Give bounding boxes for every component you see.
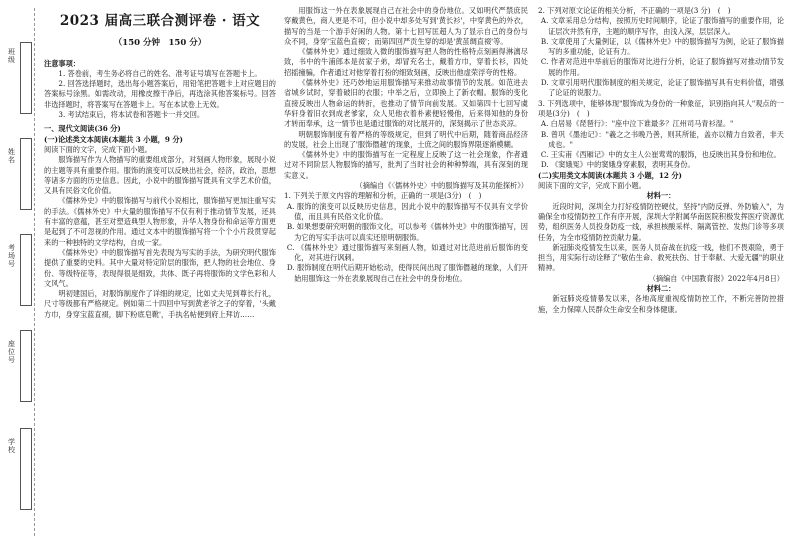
material-heading: 材料一：: [646, 191, 676, 201]
note-item: 1. 答卷前，考生务必将自己的姓名、准考证号填写在答题卡上。: [58, 68, 262, 78]
section-heading: 一、现代文阅读(36 分): [44, 124, 121, 134]
passage-source: （摘编自《〈儒林外史〉中的服饰描写及其功能探析》）: [355, 181, 528, 191]
passage-paragraph: 明朝服饰制度有着严格的等级规定，但到了明代中后期，随着商品经济的发展，社会上出现了'服饰僭越'的现象，士庶之间的服饰界限逐渐模糊。: [284, 129, 528, 149]
binding-label-school: 学校: [8, 438, 15, 454]
passage-paragraph: 《儒林外史》中的服饰描写与前代小说相比，服饰描写更加注重写实的手法。《儒林外史》中大量的服饰描写不仅有利于推动情节发展，还具有丰富的意蕴，甚至对塑造典型人物形象，升华人物身份和命运等方面更是起到了不可忽视的作用。通过文本中的服饰描写将一个个小片段贯穿起来的一种独特的文学结构，自成一家。: [44, 196, 276, 247]
passage-paragraph: 用服饰这一外在表象展现自己在社会中的身份地位。又如明代严禁庶民穿戴黄色，商人更是不可，但小说中却多处写到'黄长衫'，中穿黄色的外衣，描写的当是一个游手好闲的人物。第十七回写匡超人为了显示自己的身份与众不同，身穿'宝蓝色直裰'；而第四回严贡生穿的却是'黄茧绸直裰'等。: [284, 6, 528, 46]
passage-paragraph: 《儒林外史》通过细致入微的服饰描写把人物的性格特点刻画得淋漓尽致，书中的牛浦郎本是贫家子弟，却冒充名士，戴着方巾，穿着长衫，四处招摇撞骗，作者通过对他穿着打扮的细致刻画，反映出他虚荣浮夸的性格。: [284, 47, 528, 77]
passage-paragraph: 《儒林外史》中的服饰描写在一定程度上反映了这一社会现象，作者通过对不同阶层人物服饰的描写，批判了当时社会的种种弊端，具有深刻的现实意义。: [284, 150, 528, 180]
material-paragraph: 新冠肺炎疫情发生以来，医务人员奋战在抗疫一线，他们不畏艰险，勇于担当，用实际行动诠释了"敬佑生命、救死扶伤、甘于奉献、大爱无疆"的职业精神。: [538, 242, 784, 273]
material-paragraph: 新冠肺炎疫情暴发以来，各地高度重视疫情防控工作，不断完善防控措施，全力保障人民群众生命安全和身体健康。: [538, 294, 784, 314]
question-option: D. 《窦娥冤》中的窦娥身穿素服，表明其身份。: [540, 160, 695, 170]
material-heading: 材料二：: [646, 284, 676, 294]
subsection-heading: (二)实用类文本阅读(本题共 3 小题，12 分): [538, 170, 682, 180]
note-item: 3. 考试结束后，将本试卷和答题卡一并交回。: [58, 110, 205, 120]
question-option: C. 作者对范进中举前后的服饰对比进行分析，论证了服饰描写对推动情节发展的作用。: [540, 57, 784, 77]
question-option: B. 文章使用了大量例证，以《儒林外史》中的服饰描写为例，论证了服饰描写的多重功能，论证有力。: [540, 36, 784, 57]
question-1: 1. 下列关于原文内容的理解和分析，正确的一项是(3分) ( ): [284, 191, 482, 201]
binding-box: [20, 330, 32, 402]
binding-label-class: 班级: [8, 48, 15, 64]
binding-box: [20, 138, 32, 210]
binding-box: [20, 234, 32, 306]
question-option: D. 文章引用明代服饰制度的相关规定，论证了服饰描写具有史料价值，增强了论证的说服力。: [540, 78, 784, 98]
notes-heading: 注意事项：: [44, 58, 80, 68]
binding-box: [20, 42, 32, 114]
column-2: [284, 6, 528, 284]
instruction: 阅读下面的文字，完成下面小题。: [538, 181, 646, 191]
binding-margin: [6, 8, 35, 536]
binding-label-seat: 座位号: [8, 340, 15, 364]
subsection-heading: (一)论述类文本阅读(本题共 3 小题，9 分): [44, 134, 183, 144]
passage-paragraph: 《儒林外史》中的服饰描写首先表现为写实的手法，为研究明代服饰提供了重要的史料。其中大量对特定阶层的服饰，把人物的社会地位、身份、等级特征等，表现得很是细致，共体、既子再将服饰的文学色彩和人文风气。: [44, 247, 276, 288]
passage-paragraph: 《儒林外史》还巧妙地运用服饰描写来推动故事情节的发展。如范进去省城乡试时，穿着破旧的衣服；中举之后，立即换上了新衣帽。服饰的变化直接反映出人物命运的转折，也推动了情节向前发展。又如第四十七回写虞华轩身着旧衣到成老爹家，众人见他衣着朴素便轻慢他，后来得知他的身份才转而奉承，这一情节也是通过服饰的对比展开的，深刻揭示了世态炎凉。: [284, 78, 528, 129]
material-source: （摘编自《中国教育报》2022年4月8日）: [648, 273, 784, 283]
note-item: 2. 回答选择题时，选出每小题答案后，用铅笔把答题卡上对应题目的答案标号涂黑。如需改动，用橡皮擦干净后，再选涂其他答案标号。回答非选择题时，将答案写在答题卡上。写在本试卷上无效。: [44, 79, 276, 109]
exam-time: （150 分钟 150 分）: [113, 38, 207, 49]
question-2: 2. 下列对原文论证的相关分析，不正确的一项是(3 分) ( ): [538, 6, 731, 15]
instruction: 阅读下面的文字，完成下面小题。: [44, 144, 152, 154]
question-option: A. 文章采用总分结构，按照历史时间顺序，论证了服饰描写的重要作用，论证层次井然有序，主题的顺序写作，由浅入深，层层深入。: [540, 16, 784, 36]
question-3: 3. 下列选项中，能够体现"服饰成为身份的一种象征，识别指向其人"观点的一项是(3分) ( ): [538, 98, 784, 118]
binding-label-name: 姓名: [8, 148, 15, 164]
question-option: A. 白居易《琵琶行》："座中泣下谁最多？江州司马青衫湿。": [540, 119, 734, 129]
question-option: B. 如果想要研究明朝的服饰文化，可以参考《儒林外史》中的服饰描写，因为它的写实手法可以真实还原明朝服饰。: [286, 222, 528, 242]
column-1: [44, 6, 276, 320]
question-option: C. 《儒林外史》通过服饰描写来刻画人物，如通过对比范进前后服饰的变化，对其进行讽刺。: [286, 242, 528, 263]
material-paragraph: 近段时间，深圳全力打好疫情防控硬仗，坚持"内防反弹、外防输入"，为确保全市疫情防控工作有序开展，深圳大学附属华南医院积极发挥医疗资源优势，组织医务人员投身防疫一线，承担核酸采样、隔离管控、发热门诊等多项任务，为全市疫情防控贡献力量。: [538, 201, 784, 242]
binding-label-room: 考场号: [8, 244, 15, 268]
question-option: B. 曾巩《墨池记》："羲之之书晚乃善，则其所能，盖亦以精力自致者，非天成也。": [540, 129, 784, 149]
passage-paragraph: 服饰描写作为人物描写的重要组成部分，对刻画人物形象，展现小说的主题等具有重要作用。服饰的演变可以反映出社会，经济，政治，思想等诸多方面的历史信息。因此，小说中的服饰描写既具有文学艺术价值，又具有民俗文化价值。: [44, 155, 276, 196]
question-option: D. 服饰制度在明代后期开始松动，使得民间出现了服饰僭越的现象，人们开始用服饰这一外在表象展现自己在社会中的身份地位。: [286, 263, 528, 283]
question-option: C. 王实甫《西厢记》中的女主人公崔莺莺的服饰，也反映出其身份和地位。: [540, 150, 781, 160]
question-option: A. 服饰的演变可以反映历史信息，因此小说中的服饰描写不仅具有文学价值，而且具有民俗文化价值。: [286, 201, 528, 221]
column-3: [538, 6, 784, 315]
binding-box: [20, 428, 32, 510]
passage-paragraph: 明初建国后，对服饰制度作了详细的规定，比如丈夫见到尊长行礼，尺寸等级都有严格规定。例如第二十四回中写到黄老爷之子的穿着，'头戴方巾，身穿宝蓝直裰，脚下粉底皂靴'，手执名帖便到府上拜访……: [44, 289, 276, 319]
exam-title: 2023 届高三联合测评卷 · 语文: [59, 13, 261, 29]
